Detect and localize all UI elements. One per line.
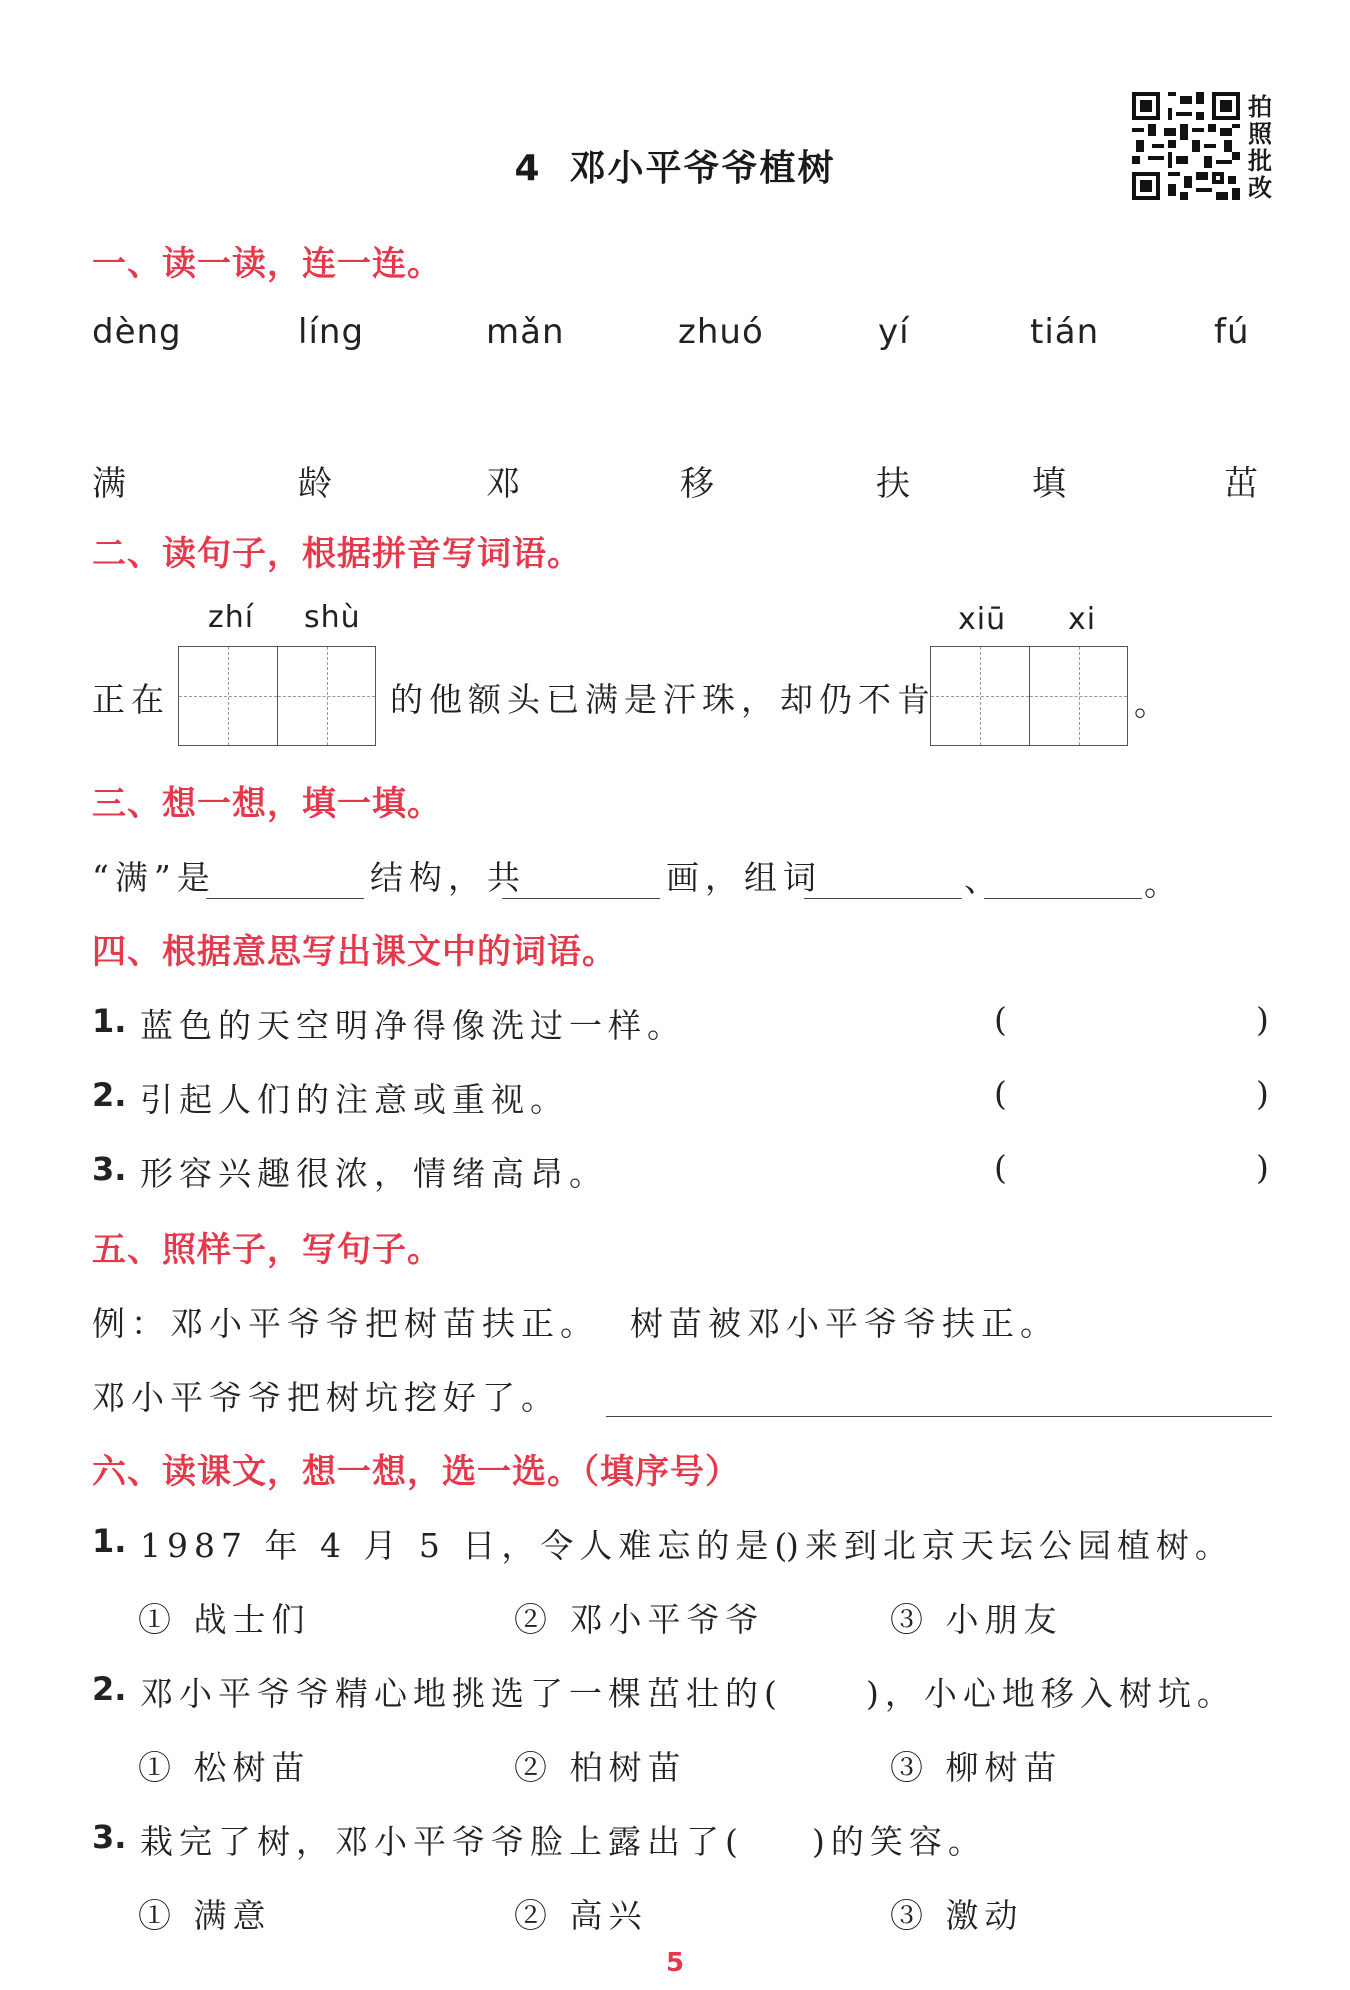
fill-text: 结构，共 bbox=[370, 858, 526, 897]
pinyin-item[interactable]: fú bbox=[1214, 312, 1250, 352]
question-number: 1. bbox=[92, 1002, 127, 1040]
answer-paren-open[interactable]: ( bbox=[994, 1148, 1007, 1187]
qr-code-icon[interactable] bbox=[1132, 92, 1240, 200]
fill-text: 、 bbox=[964, 860, 1003, 899]
option-item[interactable]: ② 邓小平爷爷 bbox=[514, 1600, 765, 1639]
question-text-pre: 栽完了树，邓小平爷爷脸上露出了( bbox=[140, 1822, 744, 1861]
character-item[interactable]: 满 bbox=[92, 464, 126, 504]
question-number: 2. bbox=[92, 1076, 127, 1114]
pinyin-hint: shù bbox=[304, 600, 361, 635]
section-6-heading: 六、读课文，想一想，选一选。（填序号） bbox=[92, 1452, 740, 1492]
question-text-post: )的笑容。 bbox=[812, 1822, 987, 1861]
sentence-text: 正在 bbox=[92, 680, 170, 719]
character-item[interactable]: 龄 bbox=[298, 464, 332, 504]
section-5-heading: 五、照样子，写句子。 bbox=[92, 1230, 442, 1270]
qr-label-char: 改 bbox=[1248, 174, 1272, 202]
writing-cell[interactable] bbox=[1029, 647, 1127, 745]
question-number: 2. bbox=[92, 1670, 127, 1708]
section-2-heading: 二、读句子，根据拼音写词语。 bbox=[92, 534, 582, 574]
qr-label-char: 拍 bbox=[1248, 93, 1272, 121]
character-item[interactable]: 扶 bbox=[876, 464, 910, 504]
page-number: 5 bbox=[665, 1948, 685, 1978]
pinyin-hint: zhí bbox=[208, 600, 255, 635]
qr-label-char: 照 bbox=[1248, 120, 1272, 148]
fill-text: “满”是 bbox=[92, 858, 216, 897]
fill-blank[interactable] bbox=[206, 898, 364, 899]
lesson-title: 邓小平爷爷植树 bbox=[569, 148, 836, 189]
option-item[interactable]: ② 高兴 bbox=[514, 1896, 648, 1935]
answer-paren-open[interactable]: ( bbox=[994, 1074, 1007, 1113]
question-text-post: )来到北京天坛公园植树。 bbox=[786, 1526, 1234, 1565]
character-item[interactable]: 茁 bbox=[1224, 464, 1258, 504]
question-number: 3. bbox=[92, 1150, 127, 1188]
writing-cell[interactable] bbox=[179, 647, 277, 745]
fill-blank[interactable] bbox=[984, 898, 1142, 899]
sentence-text: 的他额头已满是汗珠，却仍不肯 bbox=[390, 680, 936, 719]
character-item[interactable]: 邓 bbox=[486, 464, 520, 504]
fill-blank[interactable] bbox=[502, 898, 660, 899]
option-item[interactable]: ② 柏树苗 bbox=[514, 1748, 687, 1787]
question-text: 形容兴趣很浓，情绪高昂。 bbox=[140, 1154, 608, 1193]
pinyin-item[interactable]: yí bbox=[878, 312, 910, 352]
writing-cell[interactable] bbox=[277, 647, 375, 745]
option-item[interactable]: ③ 激动 bbox=[890, 1896, 1024, 1935]
section-3-heading: 三、想一想，填一填。 bbox=[92, 784, 442, 824]
answer-paren-close[interactable]: ) bbox=[1256, 1000, 1269, 1039]
section-4-heading: 四、根据意思写出课文中的词语。 bbox=[92, 932, 617, 972]
character-item[interactable]: 填 bbox=[1032, 464, 1066, 504]
fill-blank[interactable] bbox=[804, 898, 962, 899]
question-text: 引起人们的注意或重视。 bbox=[140, 1080, 569, 1119]
question-number: 1. bbox=[92, 1522, 127, 1560]
pinyin-item[interactable]: mǎn bbox=[486, 312, 565, 352]
option-item[interactable]: ① 战士们 bbox=[138, 1600, 311, 1639]
example-sentence: 例：邓小平爷爷把树苗扶正。 bbox=[92, 1304, 599, 1343]
rewrite-question: 邓小平爷爷把树坑挖好了。 bbox=[92, 1378, 560, 1417]
pinyin-hint: xiū bbox=[958, 602, 1007, 637]
qr-label-char: 批 bbox=[1248, 147, 1272, 175]
answer-paren-close[interactable]: ) bbox=[1256, 1148, 1269, 1187]
lesson-number: 4 bbox=[514, 148, 542, 189]
pinyin-item[interactable]: zhuó bbox=[678, 312, 764, 352]
rewrite-answer-line[interactable] bbox=[606, 1416, 1272, 1417]
example-answer: 树苗被邓小平爷爷扶正。 bbox=[630, 1304, 1059, 1343]
option-item[interactable]: ① 松树苗 bbox=[138, 1748, 311, 1787]
writing-cell[interactable] bbox=[931, 647, 1029, 745]
option-item[interactable]: ③ 小朋友 bbox=[890, 1600, 1063, 1639]
fill-text: 。 bbox=[1144, 864, 1183, 903]
character-item[interactable]: 移 bbox=[680, 464, 714, 504]
option-item[interactable]: ③ 柳树苗 bbox=[890, 1748, 1063, 1787]
pinyin-item[interactable]: dèng bbox=[92, 312, 182, 352]
answer-paren-close[interactable]: ) bbox=[1256, 1074, 1269, 1113]
question-text-pre: 邓小平爷爷精心地挑选了一棵茁壮的( bbox=[140, 1674, 783, 1713]
fill-text: 画，组词 bbox=[666, 858, 822, 897]
pinyin-item[interactable]: líng bbox=[298, 312, 365, 352]
section-1-heading: 一、读一读，连一连。 bbox=[92, 244, 442, 284]
answer-paren-open[interactable]: ( bbox=[994, 1000, 1007, 1039]
writing-grid-1[interactable] bbox=[178, 646, 376, 746]
pinyin-item[interactable]: tián bbox=[1030, 312, 1100, 352]
question-number: 3. bbox=[92, 1818, 127, 1856]
sentence-end: 。 bbox=[1134, 684, 1173, 723]
writing-grid-2[interactable] bbox=[930, 646, 1128, 746]
question-text-pre: 1987 年 4 月 5 日，令人难忘的是( bbox=[140, 1526, 794, 1565]
question-text: 蓝色的天空明净得像洗过一样。 bbox=[140, 1006, 686, 1045]
pinyin-hint: xi bbox=[1068, 602, 1097, 637]
qr-label bbox=[1248, 94, 1278, 202]
question-text-post: )，小心地移入树坑。 bbox=[866, 1674, 1236, 1713]
option-item[interactable]: ① 满意 bbox=[138, 1896, 272, 1935]
